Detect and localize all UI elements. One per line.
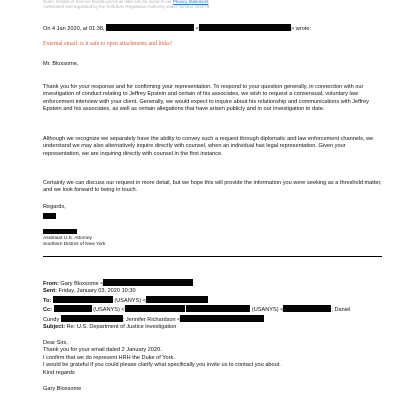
cc-label: Cc: bbox=[43, 307, 53, 314]
reply-header: On 4 Jan 2020, at 01:38, < > wrote: bbox=[43, 26, 312, 32]
reply-greeting: Dear Sirs, bbox=[43, 340, 68, 346]
subject-row bbox=[43, 324, 382, 331]
redaction-block bbox=[146, 296, 208, 303]
reply-line-4: Kind regards bbox=[43, 369, 75, 376]
sent-label: Sent: bbox=[43, 288, 57, 295]
redaction-block bbox=[43, 213, 56, 219]
signature-title: Assistant U.S. Attorney bbox=[43, 236, 93, 242]
redaction-block bbox=[61, 315, 123, 322]
from-row bbox=[43, 279, 382, 288]
redaction-block bbox=[186, 305, 250, 312]
top-notice bbox=[43, 0, 382, 10]
sent-row bbox=[43, 288, 382, 295]
redaction-block bbox=[54, 305, 92, 312]
notice-line-1: Gunn. Details of how we handle personal data can be found in our bbox=[43, 0, 172, 4]
original-message-header bbox=[43, 279, 382, 331]
reply-line-1: Thank you for your email dated 2 January 2020. bbox=[43, 347, 162, 354]
reply-line-3: I would be grateful if you could please clarify what specifically you invite us to contact you about. bbox=[43, 362, 281, 369]
cc-cundy: Cundy bbox=[43, 316, 60, 323]
from-label: From: bbox=[43, 281, 59, 287]
privacy-statement-link[interactable]: Privacy Statement bbox=[172, 0, 209, 4]
reply-header-prefix: On 4 Jan 2020, at 01:38, bbox=[43, 26, 105, 32]
redaction-block bbox=[53, 296, 113, 303]
to-label: To: bbox=[43, 297, 52, 304]
redaction-block bbox=[180, 315, 264, 322]
redaction-block bbox=[283, 305, 331, 312]
cc-row-continued bbox=[43, 315, 382, 324]
cc-row bbox=[43, 305, 382, 314]
subject-value: Re: U.S. Department of Justice investigation bbox=[66, 324, 177, 331]
redaction-block bbox=[103, 279, 193, 286]
greeting: Mr. Bloxsome, bbox=[43, 61, 79, 67]
redaction-block bbox=[125, 305, 185, 312]
reply-sign-off: Gary Bloxsome bbox=[43, 386, 82, 392]
from-value: Gary Bloxsome < bbox=[60, 281, 104, 287]
reply-body bbox=[43, 340, 382, 377]
signature-name bbox=[43, 213, 382, 221]
cc-usanys-1: (USANYS) < bbox=[93, 307, 125, 314]
message-separator bbox=[43, 256, 382, 257]
redaction-block bbox=[106, 24, 194, 31]
to-row bbox=[43, 296, 382, 305]
redaction-block bbox=[43, 229, 77, 234]
paragraph-2: Although we recognize we separately have the ability to convey such a request through diplomatic and law enforcement channels, we understand we may also alternatively inquire directly with counsel, when an individual has legal representation. Given your representation, we are inquiring directly with counsel in the first instance. bbox=[43, 136, 374, 157]
signature-office: Southern District of New York bbox=[43, 242, 106, 248]
cc-daniel: ; Daniel bbox=[331, 307, 351, 314]
external-email-warning: External email: is it safe to open attachments and links? bbox=[43, 41, 173, 47]
closing: Regards, bbox=[43, 204, 66, 210]
cc-jennifer: ; Jennifer Richardson < bbox=[122, 316, 181, 323]
sent-value: Friday, January 03, 2020 10:30 bbox=[58, 288, 136, 295]
notice-line-2: Authorised and regulated by the Solicitors Regulation Authority under number 462078. bbox=[43, 4, 211, 10]
to-usanys: (USANYS) < bbox=[114, 297, 146, 304]
reply-header-suffix: > wrote: bbox=[290, 26, 312, 32]
signature-block bbox=[43, 229, 382, 248]
subject-label: Subject: bbox=[43, 324, 66, 331]
paragraph-1: Thank you for your response and for confirming your representation. To respond to your question generally, in connection with our investigation of conduct relating to Jeffrey Epstein and certain of his associates, we wish to request a consensual, voluntary law enforcement interview with your client. Generally, we would expect to inquire about his relationship and communications with Jeffrey Epstein and his associates, as well as certain allegations that have arisen publicly and in our investigation to date. bbox=[43, 84, 369, 113]
redaction-block bbox=[199, 24, 291, 31]
paragraph-3: Certainly we can discuss our request in more detail, but we hope this will provide the information you were seeking as a threshold matter, and we look forward to being in touch. bbox=[43, 180, 382, 194]
cc-usanys-2: (USANYS) < bbox=[251, 307, 284, 314]
reply-line-2: I confirm that we do represent HRH the Duke of York. bbox=[43, 354, 175, 361]
